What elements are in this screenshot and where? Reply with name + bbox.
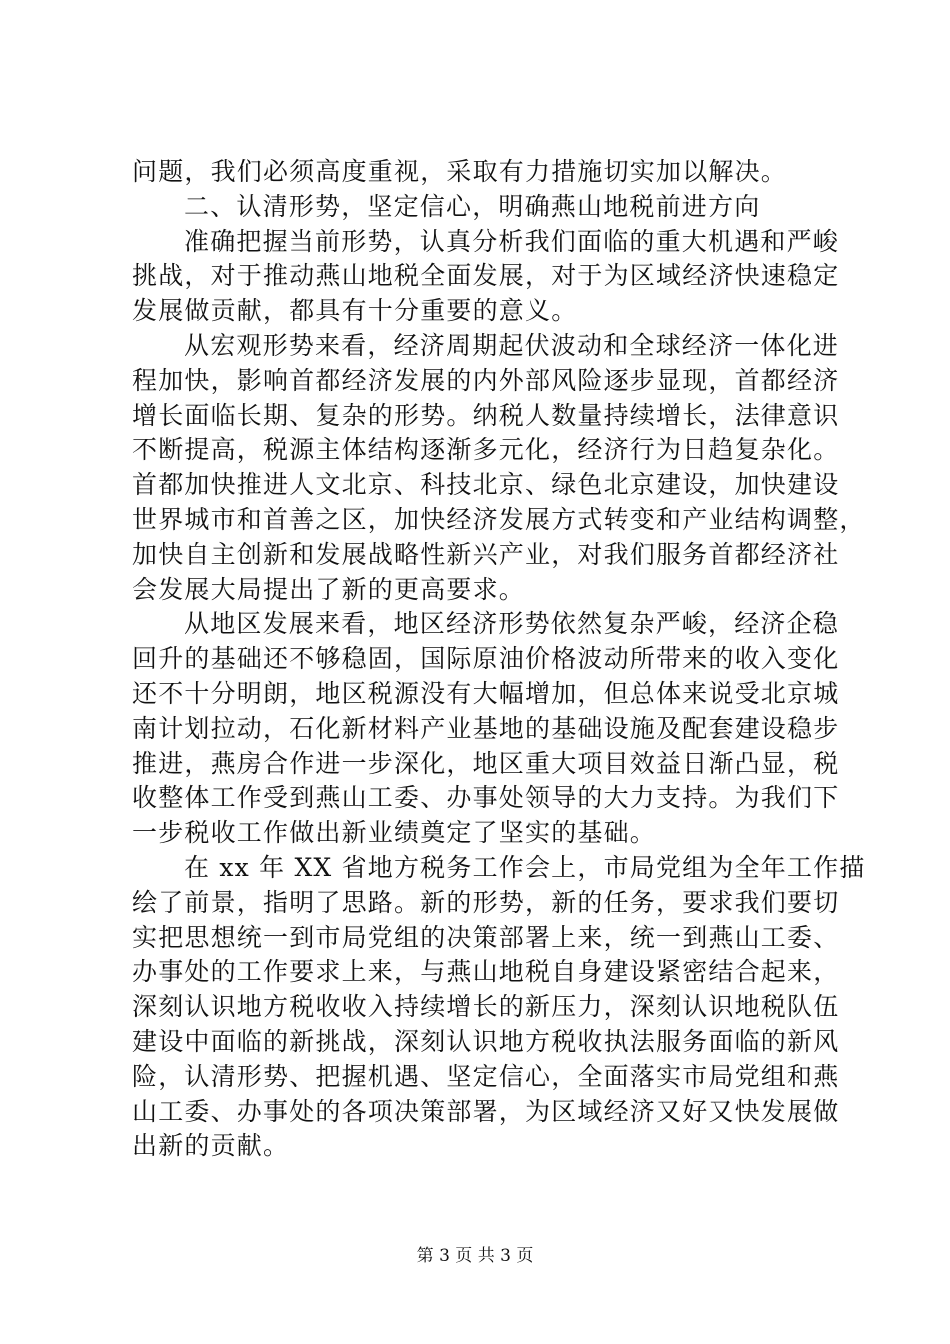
text-line: 深刻认识地方税收收入持续增长的新压力，深刻认识地税队伍 bbox=[132, 992, 840, 1022]
text-line: 收整体工作受到燕山工委、办事处领导的大力支持。为我们下 bbox=[132, 783, 840, 813]
page-footer: 第 3 页 共 3 页 bbox=[416, 1246, 534, 1266]
text-line: 二、认清形势，坚定信心，明确燕山地税前进方向 bbox=[184, 191, 761, 221]
text-line: 实把思想统一到市局党组的决策部署上来，统一到燕山工委、 bbox=[132, 922, 840, 952]
text-line: 还不十分明朗，地区税源没有大幅增加，但总体来说受北京城 bbox=[132, 678, 840, 708]
text-line: 准确把握当前形势，认真分析我们面临的重大机遇和严峻 bbox=[184, 226, 840, 256]
text-line: 首都加快推进人文北京、科技北京、绿色北京建设，加快建设 bbox=[132, 470, 840, 500]
text-line: 出新的贡献。 bbox=[132, 1131, 290, 1161]
text-line: 世界城市和首善之区，加快经济发展方式转变和产业结构调整， bbox=[132, 504, 866, 534]
text-line: 推进，燕房合作进一步深化，地区重大项目效益日渐凸显，税 bbox=[132, 748, 840, 778]
text-line: 办事处的工作要求上来，与燕山地税自身建设紧密结合起来， bbox=[132, 957, 840, 987]
text-line: 程加快，影响首都经济发展的内外部风险逐步显现，首都经济 bbox=[132, 365, 840, 395]
text-line: 增长面临长期、复杂的形势。纳税人数量持续增长，法律意识 bbox=[132, 400, 840, 430]
text-line: 在 xx 年 XX 省地方税务工作会上，市局党组为全年工作描 bbox=[184, 852, 866, 882]
text-line: 绘了前景，指明了思路。新的形势，新的任务，要求我们要切 bbox=[132, 887, 840, 917]
text-line: 发展做贡献，都具有十分重要的意义。 bbox=[132, 296, 578, 326]
text-line: 从宏观形势来看，经济周期起伏波动和全球经济一体化进 bbox=[184, 330, 840, 360]
text-line: 从地区发展来看，地区经济形势依然复杂严峻，经济企稳 bbox=[184, 609, 840, 639]
text-line: 回升的基础还不够稳固，国际原油价格波动所带来的收入变化 bbox=[132, 644, 840, 674]
text-line: 一步税收工作做出新业绩奠定了坚实的基础。 bbox=[132, 818, 657, 848]
document-body bbox=[132, 155, 866, 1164]
text-line: 险，认清形势、把握机遇、坚定信心，全面落实市局党组和燕 bbox=[132, 1061, 840, 1091]
text-line: 南计划拉动，石化新材料产业基地的基础设施及配套建设稳步 bbox=[132, 713, 840, 743]
text-line: 挑战，对于推动燕山地税全面发展，对于为区域经济快速稳定 bbox=[132, 261, 840, 291]
text-line: 建设中面临的新挑战，深刻认识地方税收执法服务面临的新风 bbox=[132, 1026, 840, 1056]
text-line: 会发展大局提出了新的更高要求。 bbox=[132, 574, 526, 604]
text-line: 加快自主创新和发展战略性新兴产业，对我们服务首都经济社 bbox=[132, 539, 840, 569]
text-line: 山工委、办事处的各项决策部署，为区域经济又好又快发展做 bbox=[132, 1096, 840, 1126]
text-line: 不断提高，税源主体结构逐渐多元化，经济行为日趋复杂化。 bbox=[132, 435, 840, 465]
text-line: 问题，我们必须高度重视，采取有力措施切实加以解决。 bbox=[132, 157, 788, 186]
